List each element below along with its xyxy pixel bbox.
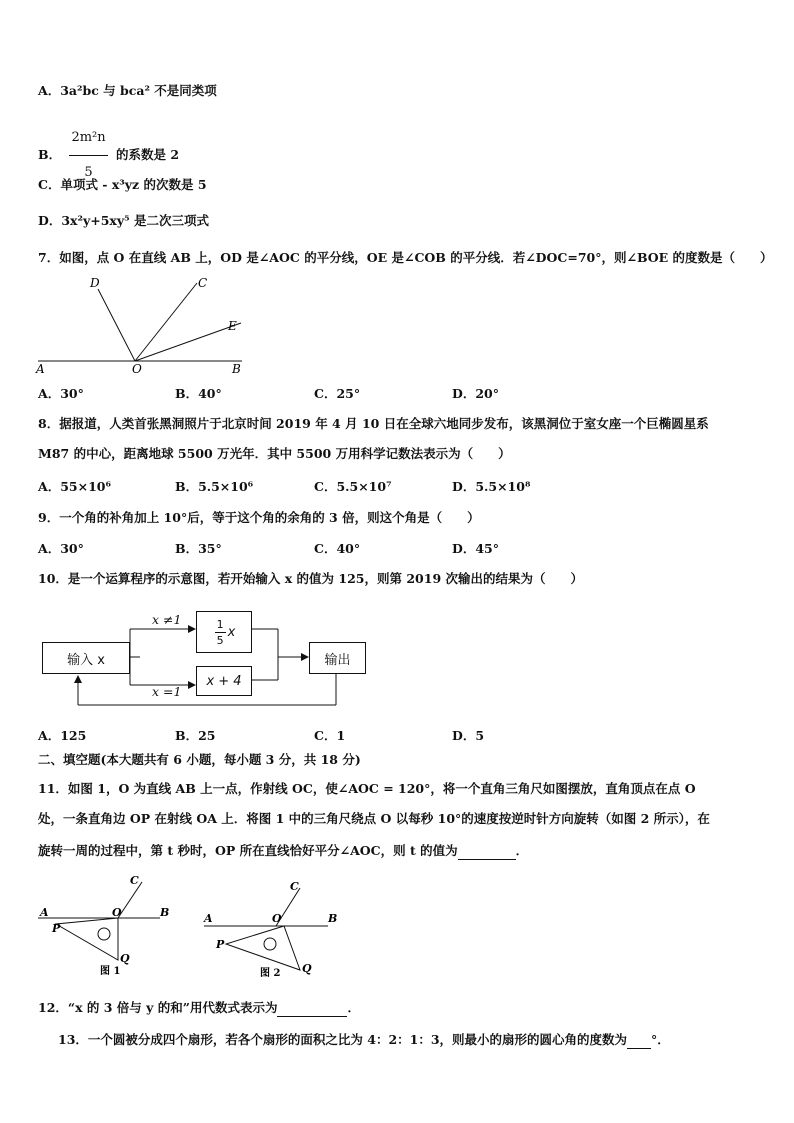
q11-line2: 处，一条直角边 OP 在射线 OA 上．将图 1 中的三角尺绕点 O 以每秒 10°的速度按逆时针方向旋转（如图 2 所示），在 [38, 811, 710, 826]
option-text: 的系数是 2 [115, 147, 180, 162]
q7-option-c: C．25° [314, 386, 361, 401]
caption: 图 2 [260, 968, 281, 979]
label-o: O [132, 362, 142, 376]
caption: 图 1 [100, 966, 121, 977]
section2-title: 二、填空题(本大题共有 6 小题，每小题 3 分，共 18 分) [38, 752, 361, 767]
label-d: D [90, 276, 100, 290]
q11-line1: 11．如图 1，O 为直线 AB 上一点，作射线 OC，使∠AOC = 120°，将一个直角三角尺如图摆放，直角顶点在点 O [38, 781, 696, 796]
label-b: B [328, 912, 338, 925]
option-text: 3x²y+5xy⁵ 是二次三项式 [61, 213, 209, 228]
q11-figure-1 [34, 874, 184, 978]
q13 [58, 1032, 670, 1049]
q12-text: 12．“x 的 3 倍与 y 的和”用代数式表示为 [38, 1000, 278, 1015]
fraction-denominator: 5 [216, 633, 224, 647]
flow-input-label: 输入 x [67, 652, 105, 668]
q10-stem: 10．是一个运算程序的示意图，若开始输入 x 的值为 125，则第 2019 次输出的结果为（ ） [38, 571, 583, 586]
label-o: O [112, 906, 122, 919]
q9-option-c: C．40° [314, 541, 361, 556]
q7-option-a: A．30° [38, 386, 84, 401]
flow-output-box [309, 642, 366, 674]
q11-line3 [38, 843, 528, 860]
label-c: C [290, 880, 299, 893]
fraction [215, 618, 226, 647]
q8-option-a: A．55×10⁶ [38, 479, 111, 494]
q9-option-b: B．35° [175, 541, 222, 556]
q11-line3-text: 旋转一周的过程中，第 t 秒时，OP 所在直线恰好平分∠AOC，则 t 的值为 [38, 843, 458, 858]
answer-blank[interactable] [627, 1032, 651, 1049]
label-a: A [204, 912, 213, 925]
q13-end: °． [651, 1032, 670, 1047]
flow-cond-top: x ≠1 [152, 612, 182, 627]
flow-var: x [227, 624, 236, 640]
label-b: B [160, 906, 170, 919]
label-c: C [198, 276, 208, 290]
q8-option-b: B．5.5×10⁶ [175, 479, 254, 494]
option-label: D． [38, 213, 62, 228]
label-a: A [36, 362, 45, 376]
q9-stem: 9．一个角的补角加上 10°后，等于这个角的余角的 3 倍，则这个角是（ ） [38, 510, 480, 525]
q7-option-b: B．40° [175, 386, 222, 401]
flow-cond-bottom: x =1 [152, 684, 182, 699]
option-label: C． [38, 177, 61, 192]
q12-end: ． [347, 1000, 360, 1015]
option-text: 3a²bc 与 bca² 不是同类项 [60, 83, 217, 98]
q11-figure-2 [200, 874, 350, 978]
q13-text: 13．一个圆被分成四个扇形，若各个扇形的面积之比为 4：2：1：3，则最小的扇形的圆心角的度数为 [58, 1032, 628, 1047]
label-q: Q [120, 952, 130, 965]
q12 [38, 1000, 360, 1017]
q9-option-a: A．30° [38, 541, 84, 556]
flow-input-box [42, 642, 130, 674]
flow-add-box [196, 666, 252, 696]
label-e: E [228, 319, 237, 333]
label-b: B [232, 362, 241, 376]
fraction-numerator: 1 [216, 617, 224, 631]
answer-blank[interactable] [458, 843, 516, 860]
fraction-numerator: 2m²n [69, 122, 107, 156]
label-a: A [40, 906, 49, 919]
q8-stem-line2: M87 的中心，距离地球 5500 万光年．其中 5500 万用科学记数法表示为（ ） [38, 446, 511, 461]
q10-option-c: C．1 [314, 728, 346, 743]
answer-blank[interactable] [277, 1000, 347, 1017]
label-c: C [130, 874, 139, 887]
q10-option-b: B．25 [175, 728, 216, 743]
option-label: A． [38, 83, 61, 98]
fraction-denominator: 5 [84, 165, 93, 180]
label-q: Q [302, 962, 312, 975]
option-label: B． [38, 147, 62, 162]
q8-option-c: C．5.5×10⁷ [314, 479, 392, 494]
q7-stem: 7．如图，点 O 在直线 AB 上，OD 是∠AOC 的平分线，OE 是∠COB 的平分线．若∠DOC=70°，则∠BOE 的度数是（ ） [38, 250, 773, 265]
q10-option-d: D．5 [452, 728, 485, 743]
q8-option-d: D．5.5×10⁸ [452, 479, 531, 494]
label-o: O [272, 912, 282, 925]
flow-divide-box [196, 611, 252, 653]
q10-option-a: A．125 [38, 728, 87, 743]
label-p: P [52, 922, 61, 935]
label-p: P [216, 938, 225, 951]
flow-add-label: x + 4 [206, 673, 242, 689]
q8-stem-line1: 8．据报道，人类首张黑洞照片于北京时间 2019 年 4 月 10 日在全球六地同步发布，该黑洞位于室女座一个巨椭圆星系 [38, 416, 709, 431]
q9-option-d: D．45° [452, 541, 499, 556]
option-text: 单项式 - x³yz 的次数是 5 [60, 177, 207, 192]
flow-output-label: 输出 [324, 652, 351, 668]
q11-line3-end: ． [515, 843, 529, 858]
q7-option-d: D．20° [452, 386, 499, 401]
